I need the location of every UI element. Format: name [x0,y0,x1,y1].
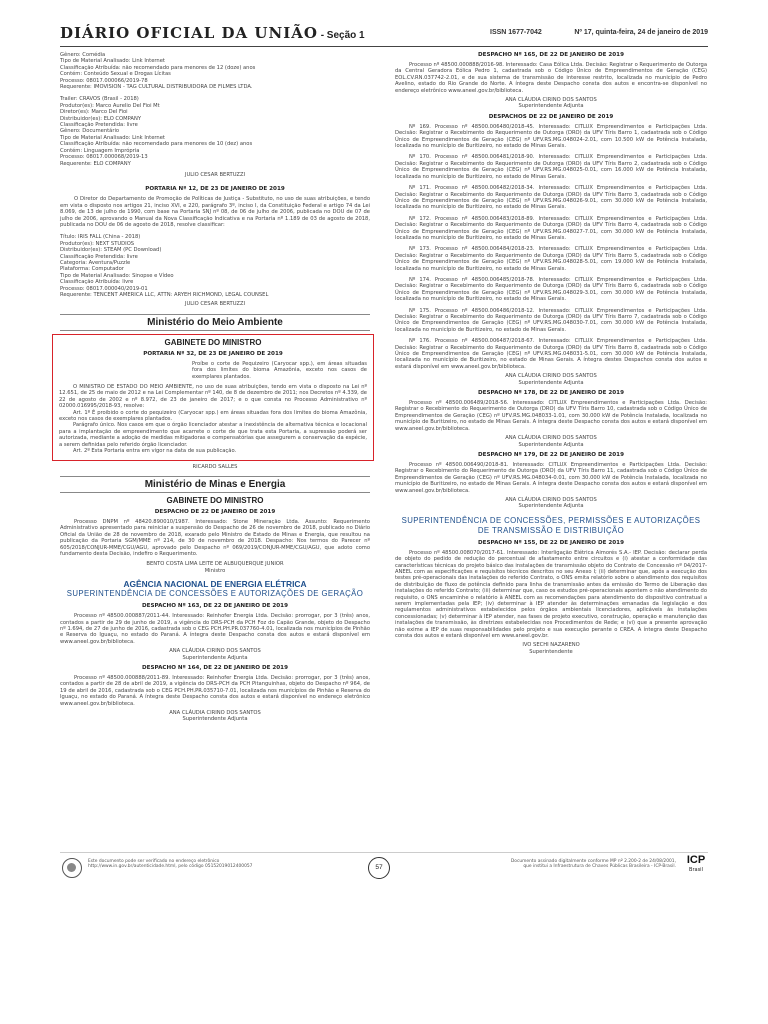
despachos-title: DESPACHOS DE 22 DE JANEIRO DE 2019 [488,113,614,120]
signature-ana-2-role: Superintendente Adjunta [182,716,248,723]
despacho-163-title: DESPACHO Nº 163, DE 22 DE JANEIRO DE 2019 [142,603,288,610]
despacho-165-text: Processo nº 48500.000888/2016-98. Interessado: Casa Eólica Ltda. Decisão: Registrar o Requerimento de Outorga da Central Geradora Eólica Pedro 1, cadastrada sob o Código Único de Empreendimentos de Geração (CEG) EOL.CV.RN.037742-2.01, e de sua sistema de transmissão de interesse restrito, localizada no município de Pedro Avelino, estado do Rio Grande do Norte. A íntegra deste Despacho consta dos autos e encontra-se disponível no endereço eletrônico www.aneel.gov.br/biblioteca. [395,62,709,94]
portaria-32-body: O MINISTRO DE ESTADO DO MEIO AMBIENTE, no uso de suas atribuições, tendo em vista o disposto na Lei nº 12.651, de 25 de maio de 2012 e na Lei Complementar nº 140, de 8 de dezembro de 2011; nos Decretos nº 4.339, de 22 de agosto de 2002 e nº 8.972, de 23 de janeiro de 2017; e o que consta no Processo Administrativo nº 02000.016995/2018-93, resolve: [59,384,369,410]
title-text: DIÁRIO OFICIAL DA UNIÃO [60,24,318,42]
classification-block-2: Trailer: CRAVOS (Brasil - 2018) Produtor(es): Marco Aurelio Del Fioi Mt Diretor(es): Marco Del Fioi Distribuidor(es): ELO COMPANY Classificação Pretendida: livre Gênero: Documentário Tipo de Material Analisado: Link Internet Classificação Atribuída: não recomendado para menores de 10 (dez) anos Contém: Linguagem Imprópria Processo: 08017.000068/2019-13 Requerente: ELO COMPANY [60,96,253,167]
despacho-164-title: DESPACHO Nº 164, DE 22 DE JANEIRO DE 2019 [142,665,288,671]
verification-line-2: http://www.in.gov.br/autenticidade.html, pelo código 05152019012400057 [88,864,253,870]
despacho-165-title: DESPACHO Nº 165, DE 22 DE JANEIRO DE 2019 [478,52,624,58]
portaria-32-summary: Proíbe o corte de Pequizeiro (Caryocar spp.), em áreas situadas fora dos limites do bioma Amazônia, exceto nos casos de exemplares plantados. [192,360,369,380]
classification-block-3: Título: IRIS FALL (China - 2018) Produtor(es): NEXT STUDIOS Distribuidor(es): STEAM (PC Download) Classificação Pretendida: livre Categoria: Aventura/Puzzle Plataforma: Computador Tipo de Material Analisado: Sinopse e Vídeo Classificação Atribuída: livre Processo: 08017.000040/2019-01 Requerente: TENCENT AMERICA LLC, ATTN: ARYEH RICHMOND, LEGAL COUNSEL [60,234,269,298]
portaria-32-title: PORTARIA Nº 32, DE 23 DE JANEIRO DE 2019 [143,350,283,357]
portaria-32-paragraph: Parágrafo único. Nos casos em que o órgão licenciador atestar a inexistência de alternativa técnica e locacional para a implantação de empreendimento que acarrete o corte de que trata esta Portaria, a supressão poderá ser autorizada, mediante a adoção de medidas mitigadoras e compensatórias que assegurem a conservação da espécie, a serem definidas pelo referido órgão licenciador. [59,422,369,448]
signature-r3-name: ANA CLÁUDIA CIRINO DOS SANTOS [505,435,597,442]
despacho-164-text: Processo nº 48500.000888/2011-89. Interessado: Reinhofer Energia Ltda. Decisão: prorrogar, por 3 (três) anos, contados a partir de 28 de abril de 2019, a vigência do DRS-PCH da PCH Pitanguinhas, objeto do Despacho nº 964, de 19 de abril de 2016, cadastrada sob o CEG PCH.PH.PR.035710-7.01, localizada nos municípios de Pinhão e Reserva do Iguaçu, no estado do Paraná. A íntegra deste Despacho consta dos autos e estará disponível no endereço eletrônico www.aneel.gov.br/biblioteca. [60,675,372,707]
despacho-item: Nº 176. Processo nº 48500.006487/2018-67. Interessado: CITLUX Empreendimentos e Participações Ltda. Decisão: Registrar o Recebimento do Requerimento de Outorga (DRO) da UFV Tíris Barro 8, cadastrada sob o Código Único de Empreendimentos de Geração (CEG) nº UFV.RS.MG.048031-5.01, com 30.000 kW de Potência Instalada, localizada no município de Buritizeiro, no estado de Minas Gerais. A íntegra destes Despachos consta dos autos e estará disponível em www.aneel.gov.br/biblioteca. [395,338,709,370]
signature-ana-1-role: Superintendente Adjunta [182,654,248,661]
signature-r2-name: ANA CLÁUDIA CIRINO DOS SANTOS [505,373,597,380]
despacho-mines-text: Processo DNPM nº 48420.890010/1987. Interessado: Stone Mineração Ltda. Assunto: Requerimento Administrativo apresentado para reiniciar a suspensão do Despacho de 26 de novembro de 2018, publicado no Diário Oficial da União de 28 de novembro de 2018, exarado pelo Ministro de Estado de Minas e Energia, que resultou na publicação da Portaria SGM/MME nº 214, de 30 de novembro de 2018. Despacho: Nos termos do Parecer nº 605/2018/CONJUR-MME/CGU/AGU, aprovado pelo Despacho nº 069/2019/CONJUR-MME/CGU/AGU, que adoto como fundamento desta Decisão, indefiro o Requerimento. [60,518,372,557]
icp-logo-subtext: Brasil [689,867,703,873]
aneel-heading: AGÊNCIA NACIONAL DE ENERGIA ELÉTRICA [123,579,307,590]
signature-bertuzzi-1: JULIO CESAR BERTUZZI [184,171,246,178]
signature-r2-role: Superintendente Adjunta [518,379,584,386]
signature-r4-name: ANA CLÁUDIA CIRINO DOS SANTOS [505,496,597,503]
signature-ivo-role: Superintendente [529,648,573,655]
verification-note [88,859,252,870]
issue-date: Nº 17, quinta-feira, 24 de janeiro de 2019 [574,29,708,36]
despacho-155-title: DESPACHO Nº 155, DE 22 DE JANEIRO DE 2019 [478,539,624,546]
coat-of-arms-icon [62,858,82,878]
despacho-178-title: DESPACHO Nº 178, DE 22 DE JANEIRO DE 2019 [478,390,624,397]
signature-ana-2-name: ANA CLÁUDIA CIRINO DOS SANTOS [169,710,261,717]
signature-r3-role: Superintendente Adjunta [518,441,584,448]
despacho-item: Nº 173. Processo nº 48500.006484/2018-23. Interessado: CITLUX Empreendimentos e Participações Ltda. Decisão: Registrar o Recebimento do Requerimento de Outorga (DRO) da UFV Tíris Barro 5, cadastrada sob o Código Único de Empreendimentos de Geração (CEG) nº UFV.RS.MG.048028-5.01, com 19.000 kW de Potência Instalada, localizada no município de Buritizeiro, no estado de Minas Gerais. [395,246,709,272]
icp-logo-text: ICP [686,854,706,866]
signature-r1-name: ANA CLÁUDIA CIRINO DOS SANTOS [505,97,597,104]
despacho-item: Nº 171. Processo nº 48500.006482/2018-34. Interessado: CITLUX Empreendimentos e Participações Ltda. Decisão: Registrar o Recebimento do Requerimento de Outorga (DRO) da UFV Tíris Barro 3, cadastrada sob o Código Único de Empreendimentos de Geração (CEG) nº UFV.RS.MG.048026-9.01, com 30.000 kW de Potência Instalada, localizada no município de Buritizeiro, no estado de Minas Gerais. [395,185,709,211]
right-column [395,52,707,655]
despacho-178-text: Processo nº 48500.006489/2018-56. Interessado: CITLUX Empreendimentos e Participações Ltda. Decisão: Registrar o Recebimento do Requerimento de Outorga (DRO) da UFV Tíris Barro 10, cadastrada sob o Código Único de Empreendimentos de Geração (CEG) nº UFV.RS.MG.048033-1.01, com 30.000 kW de Potência Instalada, localizada no município de Buritizeiro, no estado de Minas Gerais. A íntegra deste Despacho consta dos autos e estará disponível em www.aneel.gov.br/biblioteca. [395,400,709,432]
signature-salles: RICARDO SALLES [192,463,238,470]
issn-label: ISSN 1677-7042 [490,29,542,36]
signature-bento-role: Ministro [204,567,226,574]
icp-brasil-logo [684,854,708,880]
despacho-item: Nº 175. Processo nº 48500.006486/2018-12. Interessado: CITLUX Empreendimentos e Participações Ltda. Decisão: Registrar o Recebimento do Requerimento de Outorga (DRO) da UFV Tíris Barro 7, cadastrada sob o Código Único de Empreendimentos de Geração (CEG) nº UFV.RS.MG.048030-7.01, com 30.000 kW de Potência Instalada, localizada no município de Buritizeiro, no estado de Minas Gerais. [395,307,709,333]
despacho-item: Nº 172. Processo nº 48500.006483/2018-89. Interessado: CITLUX Empreendimentos e Participações Ltda. Decisão: Registrar o Recebimento do Requerimento de Outorga (DRO) da UFV Tíris Barro 4, cadastrada sob o Código Único de Empreendimentos de Geração (CEG) nº UFV.RS.MG.048027-7.01, com 30.000 kW de Potência Instalada, localizada no município de Buritizeiro, no estado de Minas Gerais. [395,215,709,241]
signature-ivo-name: IVO SECHI NAZARENO [522,642,580,649]
despacho-item: Nº 170. Processo nº 48500.006481/2018-90. Interessado: CITLUX Empreendimentos e Participações Ltda. Decisão: Registrar o Recebimento do Requerimento de Outorga (DRO) da UFV Tíris Barro 2, cadastrada sob o Código Único de Empreendimentos de Geração (CEG) nº UFV.RS.MG.048025-0.01, com 16.000 kW de Potência Instalada, localizada no município de Buritizeiro, no estado de Minas Gerais. [395,154,709,180]
despacho-179-text: Processo nº 48500.006490/2018-81. Interessado: CITLUX Empreendimentos e Participações Ltda. Decisão: Registrar o Recebimento do Requerimento de Outorga (DRO) da UFV Tíris Barro 11, cadastrada sob o Código Único de Empreendimentos de Geração (CEG) nº UFV.RS.MG.048034-0.01, com 30.000 kW de Potência Instalada, localizada no município de Buritizeiro, no estado de Minas Gerais. A íntegra deste Despacho consta dos autos e estará disponível em www.aneel.gov.br/biblioteca. [395,461,709,494]
verification-line-1: Este documento pode ser verificado no endereço eletrônico [88,859,220,864]
page-footer [60,852,708,883]
aneel-subheading: SUPERINTENDÊNCIA DE CONCESSÕES E AUTORIZAÇÕES DE GERAÇÃO [66,589,364,599]
portaria-12-title: PORTARIA Nº 12, DE 23 DE JANEIRO DE 2019 [145,186,285,193]
portaria-32-art2: Art. 2º Esta Portaria entra em vigor na data de sua publicação. [73,448,237,455]
transmission-heading: SUPERINTENDÊNCIA DE CONCESSÕES, PERMISSÕES E AUTORIZAÇÕES DE TRANSMISSÃO E DISTRIBUIÇÃO [401,515,701,535]
despacho-155-text: Processo nº 48500.008070/2017-61. Interessado: Interligação Elétrica Aimorés S.A.- IEP. Decisão: declarar perda de objeto do pedido de redução do percentual de afastamento entre circuitos e (i) atestar a conformidade das características técnicas do projeto básico das instalações de transmissão objeto do Contrato de Concessão nº 04/2017-ANEEL com as especificações e requisitos técnicos descritos no seu Anexo I; (ii) determinar que, após a execução dos testes pré-operacionais das instalações do referido Contrato, o ONS emita relatório sobre o atendimento dos requisitos de distribuição de fluxo de potência definido para linha de transmissão antes da emissão do Termo de Liberação das instalações do referido Contrato; (iii) determinar que, caso os estudos pré-operacionais apontem o não atendimento do requisito, o ONS encaminhe o relatório à ANEEL com as recomendações para atendimento do dispositivo contratual a serem implementadas pela IEP; (iv) determinar à IEP atender às determinações emanadas da legislação e dos regulamentos administrativos estabelecidos pelos órgãos ambientais licenciadores, aplicáveis às instalações concessionadas; (v) determinar à IEP atender, nas fases de projeto executivo, construção, operação e manutenção das instalações de transmissão, às diretrizes estabelecidas nos Procedimentos de Rede; e (vi) que a presente aprovação não exime a IEP de suas responsabilidades pelo projeto e sua execução perante o CREA. A íntegra deste Despacho consta dos autos e estará disponível em www.aneel.gov.br. [395,549,709,640]
portaria-32-art1: Art. 1º É proibido o corte do pequizeiro (Caryocar spp.) em áreas situadas fora dos limites do bioma Amazônia, exceto nos casos de exemplares plantados. [59,409,369,423]
signature-bento-name: BENTO COSTA LIMA LEITE DE ALBUQUERQUE JUNIOR [146,561,284,568]
signature-r4-role: Superintendente Adjunta [518,503,584,510]
signature-note [486,859,676,870]
signature-r1-role: Superintendente Adjunta [518,103,584,110]
highlighted-portaria-32 [52,334,374,461]
ministry-environment-heading: Ministério do Meio Ambiente [60,314,370,331]
signature-ana-1-name: ANA CLÁUDIA CIRINO DOS SANTOS [169,648,261,655]
despacho-179-title: DESPACHO Nº 179, DE 22 DE JANEIRO DE 2019 [478,451,624,458]
left-column [60,52,370,723]
despacho-item: Nº 169. Processo nº 48500.006480/2018-45. Interessado: CITLUX Empreendimentos e Participações Ltda. Decisão: Registrar o Recebimento do Requerimento de Outorga (DRO) da UFV Tíris Barro 1, cadastrada sob o Código Único de Empreendimentos de Geração (CEG) nº UFV.RS.MG.048024-2.01, com 10.500 kW de Potência Instalada, localizada no município de Buritizeiro, no estado de Minas Gerais. [395,123,709,150]
despacho-item: Nº 174. Processo nº 48500.006485/2018-78. Interessado: CITLUX Empreendimentos e Participações Ltda. Decisão: Registrar o Recebimento do Requerimento de Outorga (DRO) da UFV Tíris Barro 6, cadastrada sob o Código Único de Empreendimentos de Geração (CEG) nº UFV.RS.MG.048029-3.01, com 30.000 kW de Potência Instalada, localizada no município de Buritizeiro, no estado de Minas Gerais. [395,276,709,303]
classification-block-1: Gênero: Comédia Tipo de Material Analisado: Link Internet Classificação Atribuída: não recomendado para menores de 12 (doze) anos Contém: Conteúdo Sexual e Drogas Lícitas Processo: 08017.000066/2019-78 Requerente: IMOVISION - TAG CULTURAL DISTRIBUIDORA DE FILMES LTDA. [60,52,256,91]
page-number: 57 [368,857,390,879]
newspaper-title [60,24,365,42]
signature-line-2: que institui a Infraestrutura de Chaves Públicas Brasileira - ICP-Brasil. [523,864,676,870]
despacho-163-text: Processo nº 48500.000887/2011-44. Interessado: Reinhofer Energia Ltda. Decisão: prorrogar, por 3 (três) anos, contados a partir de 29 de junho de 2019, a vigência do DRS-PCH da PCH Foz do Capão Grande, objeto do Despacho nº 1.694, de 27 de junho de 2016, cadastrada sob o CEG PCH.PH.PR.037760-4.01, localizada nos municípios de Pinhão e Reserva do Iguaçu, no estado do Paraná. A íntegra deste Despacho consta dos autos e estará disponível em www.aneel.gov.br/biblioteca. [60,613,372,645]
page-header [60,22,708,47]
gabinete-heading-mines: GABINETE DO MINISTRO [166,495,264,505]
signature-line-1: Documento assinado digitalmente conforme MP nº 2.200-2 de 24/08/2001, [510,859,676,864]
portaria-12-text: O Diretor do Departamento de Promoção de Políticas de Justiça - Substituto, no uso de suas atribuições, e tendo em vista o disposto nos artigos 21, inciso XVI, e 220, parágrafo 3º, inciso I, da Constituição Federal e artigo 74 da Lei 8.069, de 13 de julho de 1990, com base na Portaria SNJ nº 08, de 06 de julho de 2006, publicada no DOU de 07 de julho de 2006, aprovando o Manual da Nova Classificação Indicativa e na Portaria nº 1.189 de 03 de agosto de 2018, publicada no DOU de 06 de agosto de 2018, resolve classificar: [60,196,372,228]
gabinete-heading-env: GABINETE DO MINISTRO [164,337,262,347]
section-label: - Seção 1 [317,30,365,41]
ministry-mines-heading: Ministério de Minas e Energia [60,476,370,493]
signature-bertuzzi-2: JULIO CESAR BERTUZZI [184,301,246,308]
despacho-mines-title: DESPACHO DE 22 DE JANEIRO DE 2019 [154,508,276,515]
